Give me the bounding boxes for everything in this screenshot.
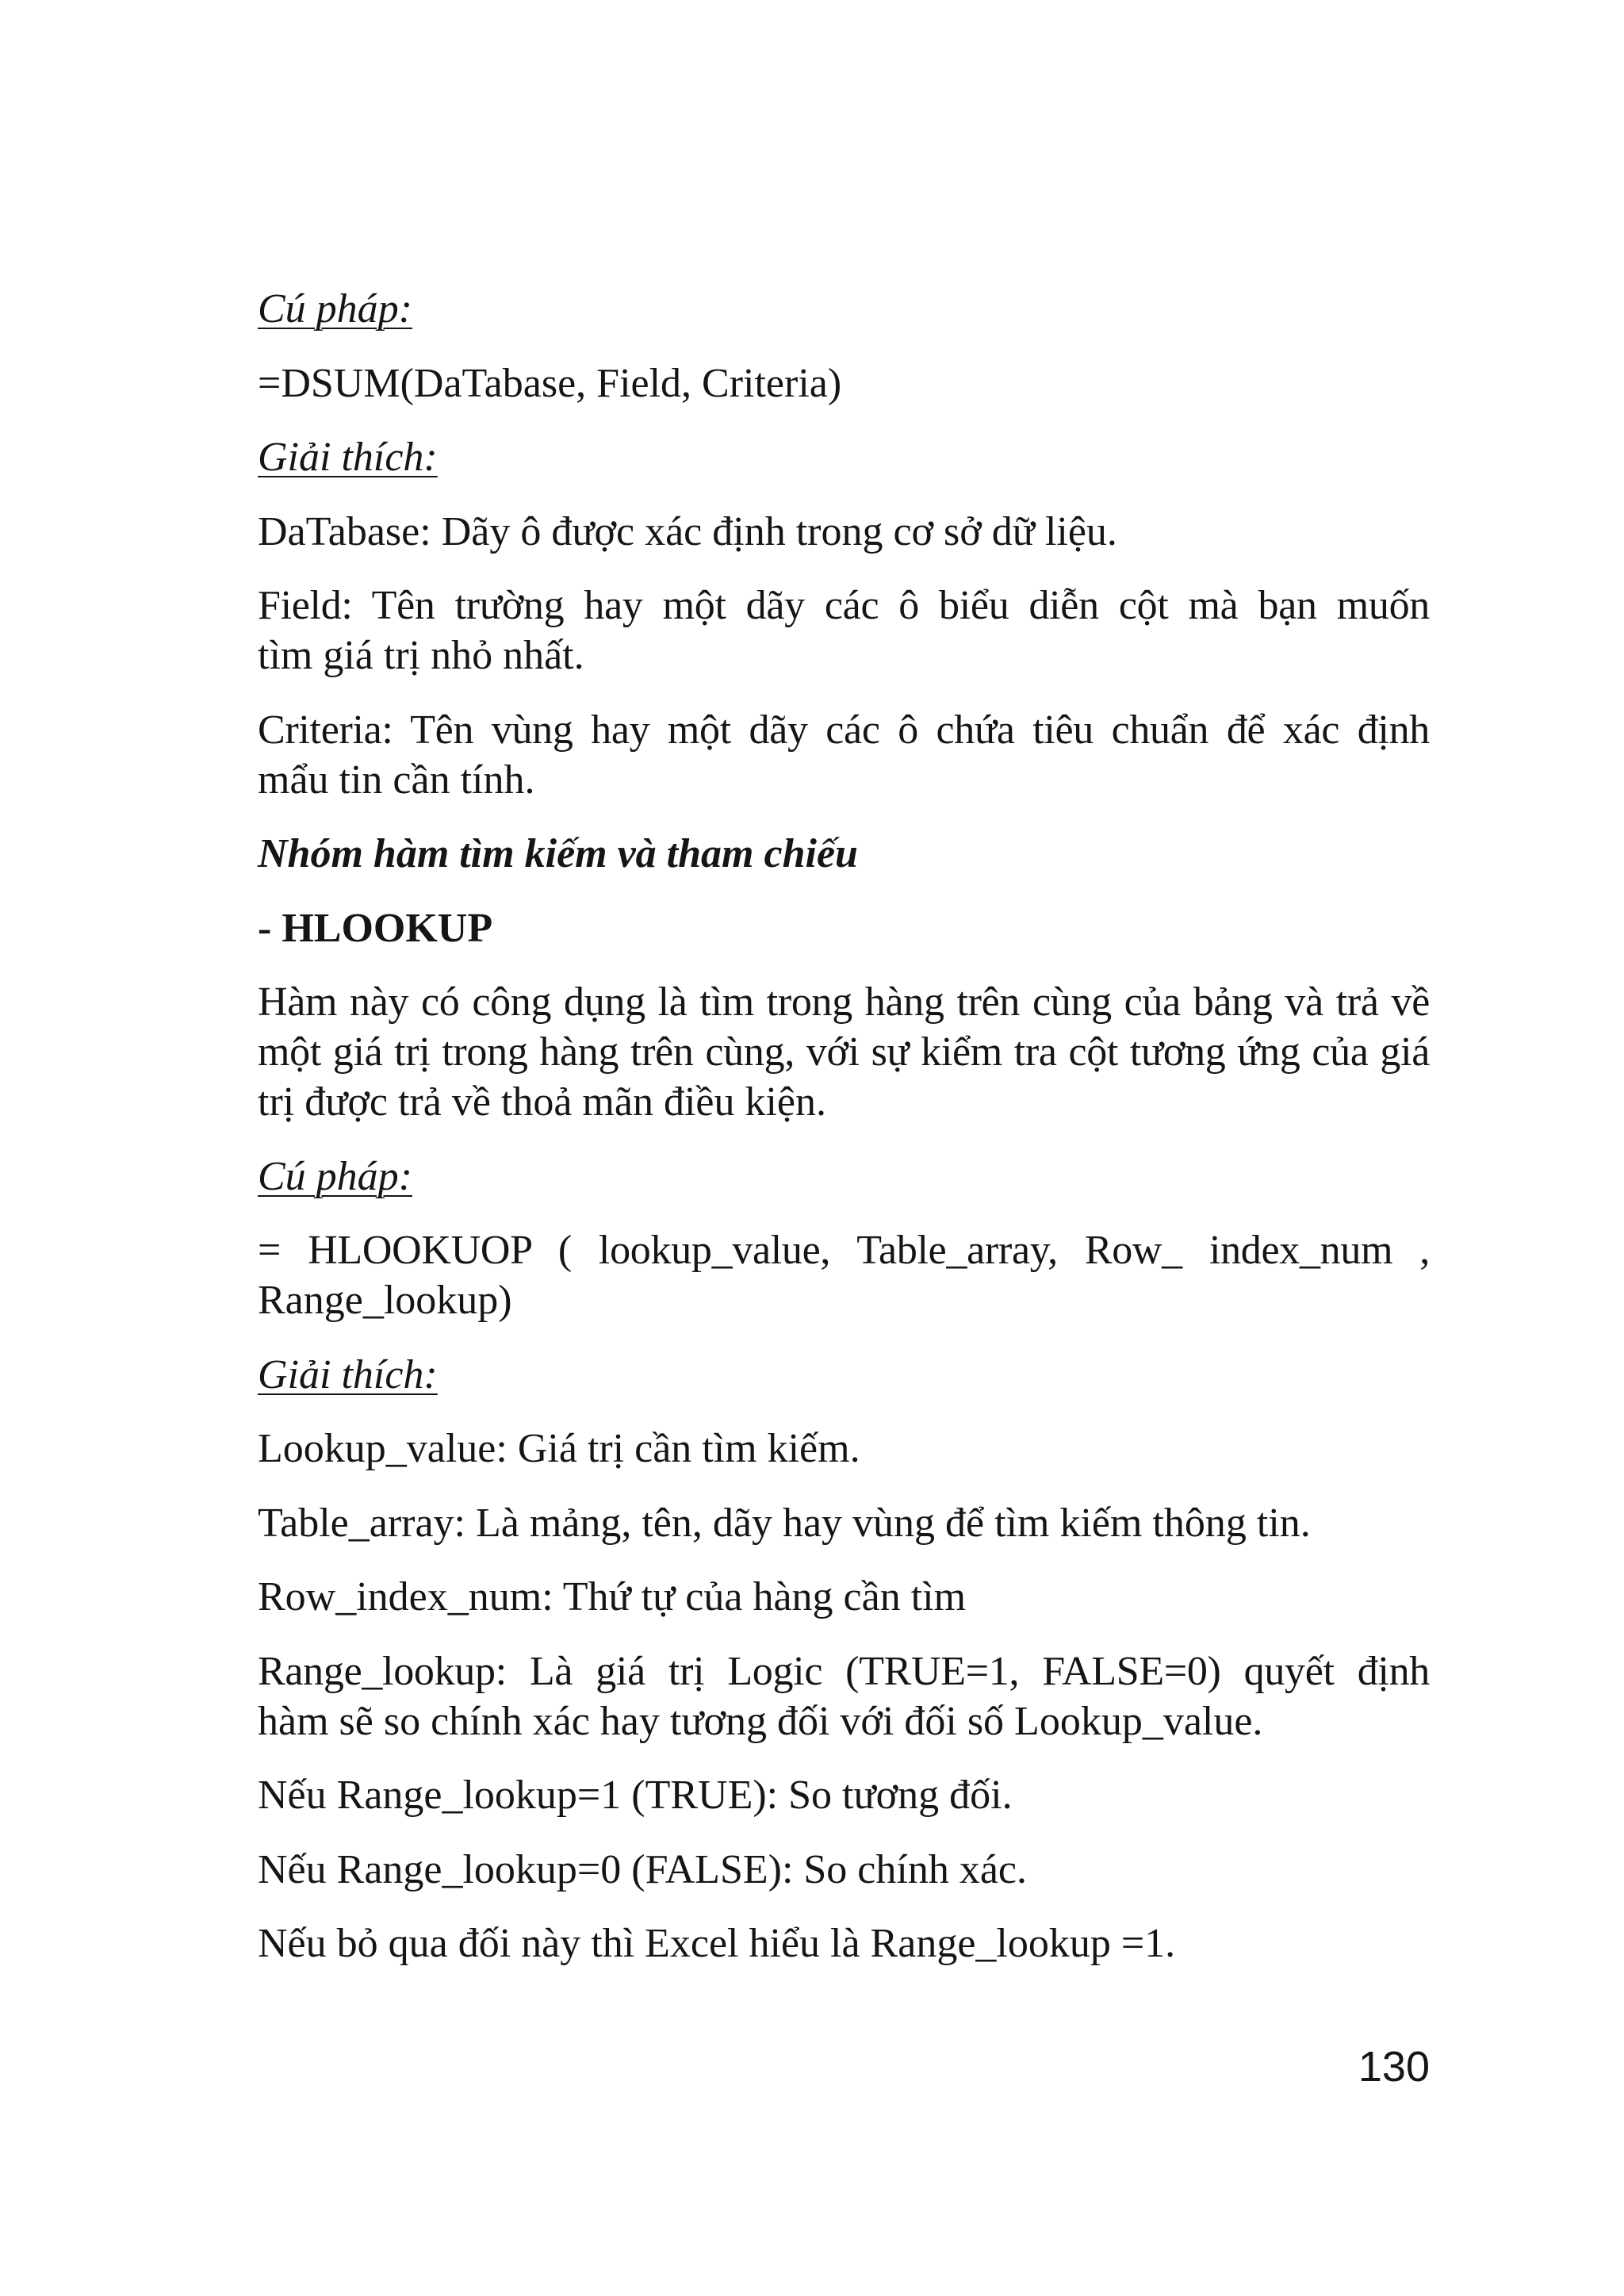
syntax-label: Cú pháp: — [258, 1153, 412, 1199]
hlookup-note-default: Nếu bỏ qua đối này thì Excel hiểu là Range_lookup =1. — [258, 1921, 1176, 1966]
page-content — [258, 284, 1430, 1993]
formula-line: Range_lookup) — [258, 1278, 512, 1323]
hlookup-explanation-heading — [258, 1350, 1430, 1400]
dsum-formula: =DSUM(DaTabase, Field, Criteria) — [258, 360, 842, 406]
hlookup-note-false: Nếu Range_lookup=0 (FALSE): So chính xác. — [258, 1846, 1027, 1892]
hlookup-description — [258, 977, 1430, 1127]
paragraph-line: Hàm này có công dụng là tìm trong hàng trên cùng của bảng và trả về — [258, 979, 1430, 1025]
dsum-arg-database: DaTabase: Dãy ô được xác định trong cơ sở dữ liệu. — [258, 508, 1117, 554]
paragraph-line: Field: Tên trường hay một dãy các ô biểu diễn cột mà bạn muốn — [258, 583, 1430, 628]
dsum-arg-criteria — [258, 705, 1430, 805]
hlookup-arg-lookup-value: Lookup_value: Giá trị cần tìm kiếm. — [258, 1426, 860, 1471]
hlookup-arg-range-lookup — [258, 1646, 1430, 1746]
dsum-explanation-heading — [258, 432, 1430, 482]
formula-line: = HLOOKUOP ( lookup_value, Table_array, Row_ index_num , — [258, 1228, 1430, 1273]
paragraph-line: Range_lookup: Là giá trị Logic (TRUE=1, FALSE=0) quyết định — [258, 1648, 1430, 1694]
dsum-arg-field — [258, 581, 1430, 680]
explanation-label: Giải thích: — [258, 1351, 438, 1397]
paragraph-line: Criteria: Tên vùng hay một dãy các ô chứa tiêu chuẩn để xác định — [258, 707, 1430, 753]
dsum-syntax-heading — [258, 284, 1430, 334]
hlookup-note-true: Nếu Range_lookup=1 (TRUE): So tương đối. — [258, 1773, 1013, 1818]
hlookup-arg-row-index-num: Row_index_num: Thứ tự của hàng cần tìm — [258, 1574, 967, 1619]
page-number: 130 — [1358, 2043, 1430, 2091]
syntax-label: Cú pháp: — [258, 286, 412, 332]
hlookup-arg-table-array: Table_array: Là mảng, tên, dãy hay vùng để tìm kiếm thông tin. — [258, 1500, 1311, 1546]
paragraph-line: tìm giá trị nhỏ nhất. — [258, 633, 584, 678]
paragraph-line: trị được trả về thoả mãn điều kiện. — [258, 1079, 827, 1125]
function-heading: - HLOOKUP — [258, 905, 493, 951]
explanation-label: Giải thích: — [258, 435, 438, 480]
paragraph-line: một giá trị trong hàng trên cùng, với sự kiểm tra cột tương ứng của giá — [258, 1029, 1430, 1075]
section-heading: Nhóm hàm tìm kiếm và tham chiếu — [258, 831, 858, 876]
paragraph-line: mẩu tin cần tính. — [258, 757, 535, 803]
hlookup-syntax-heading — [258, 1152, 1430, 1202]
hlookup-formula — [258, 1225, 1430, 1325]
paragraph-line: hàm sẽ so chính xác hay tương đối với đối số Lookup_value. — [258, 1698, 1263, 1744]
